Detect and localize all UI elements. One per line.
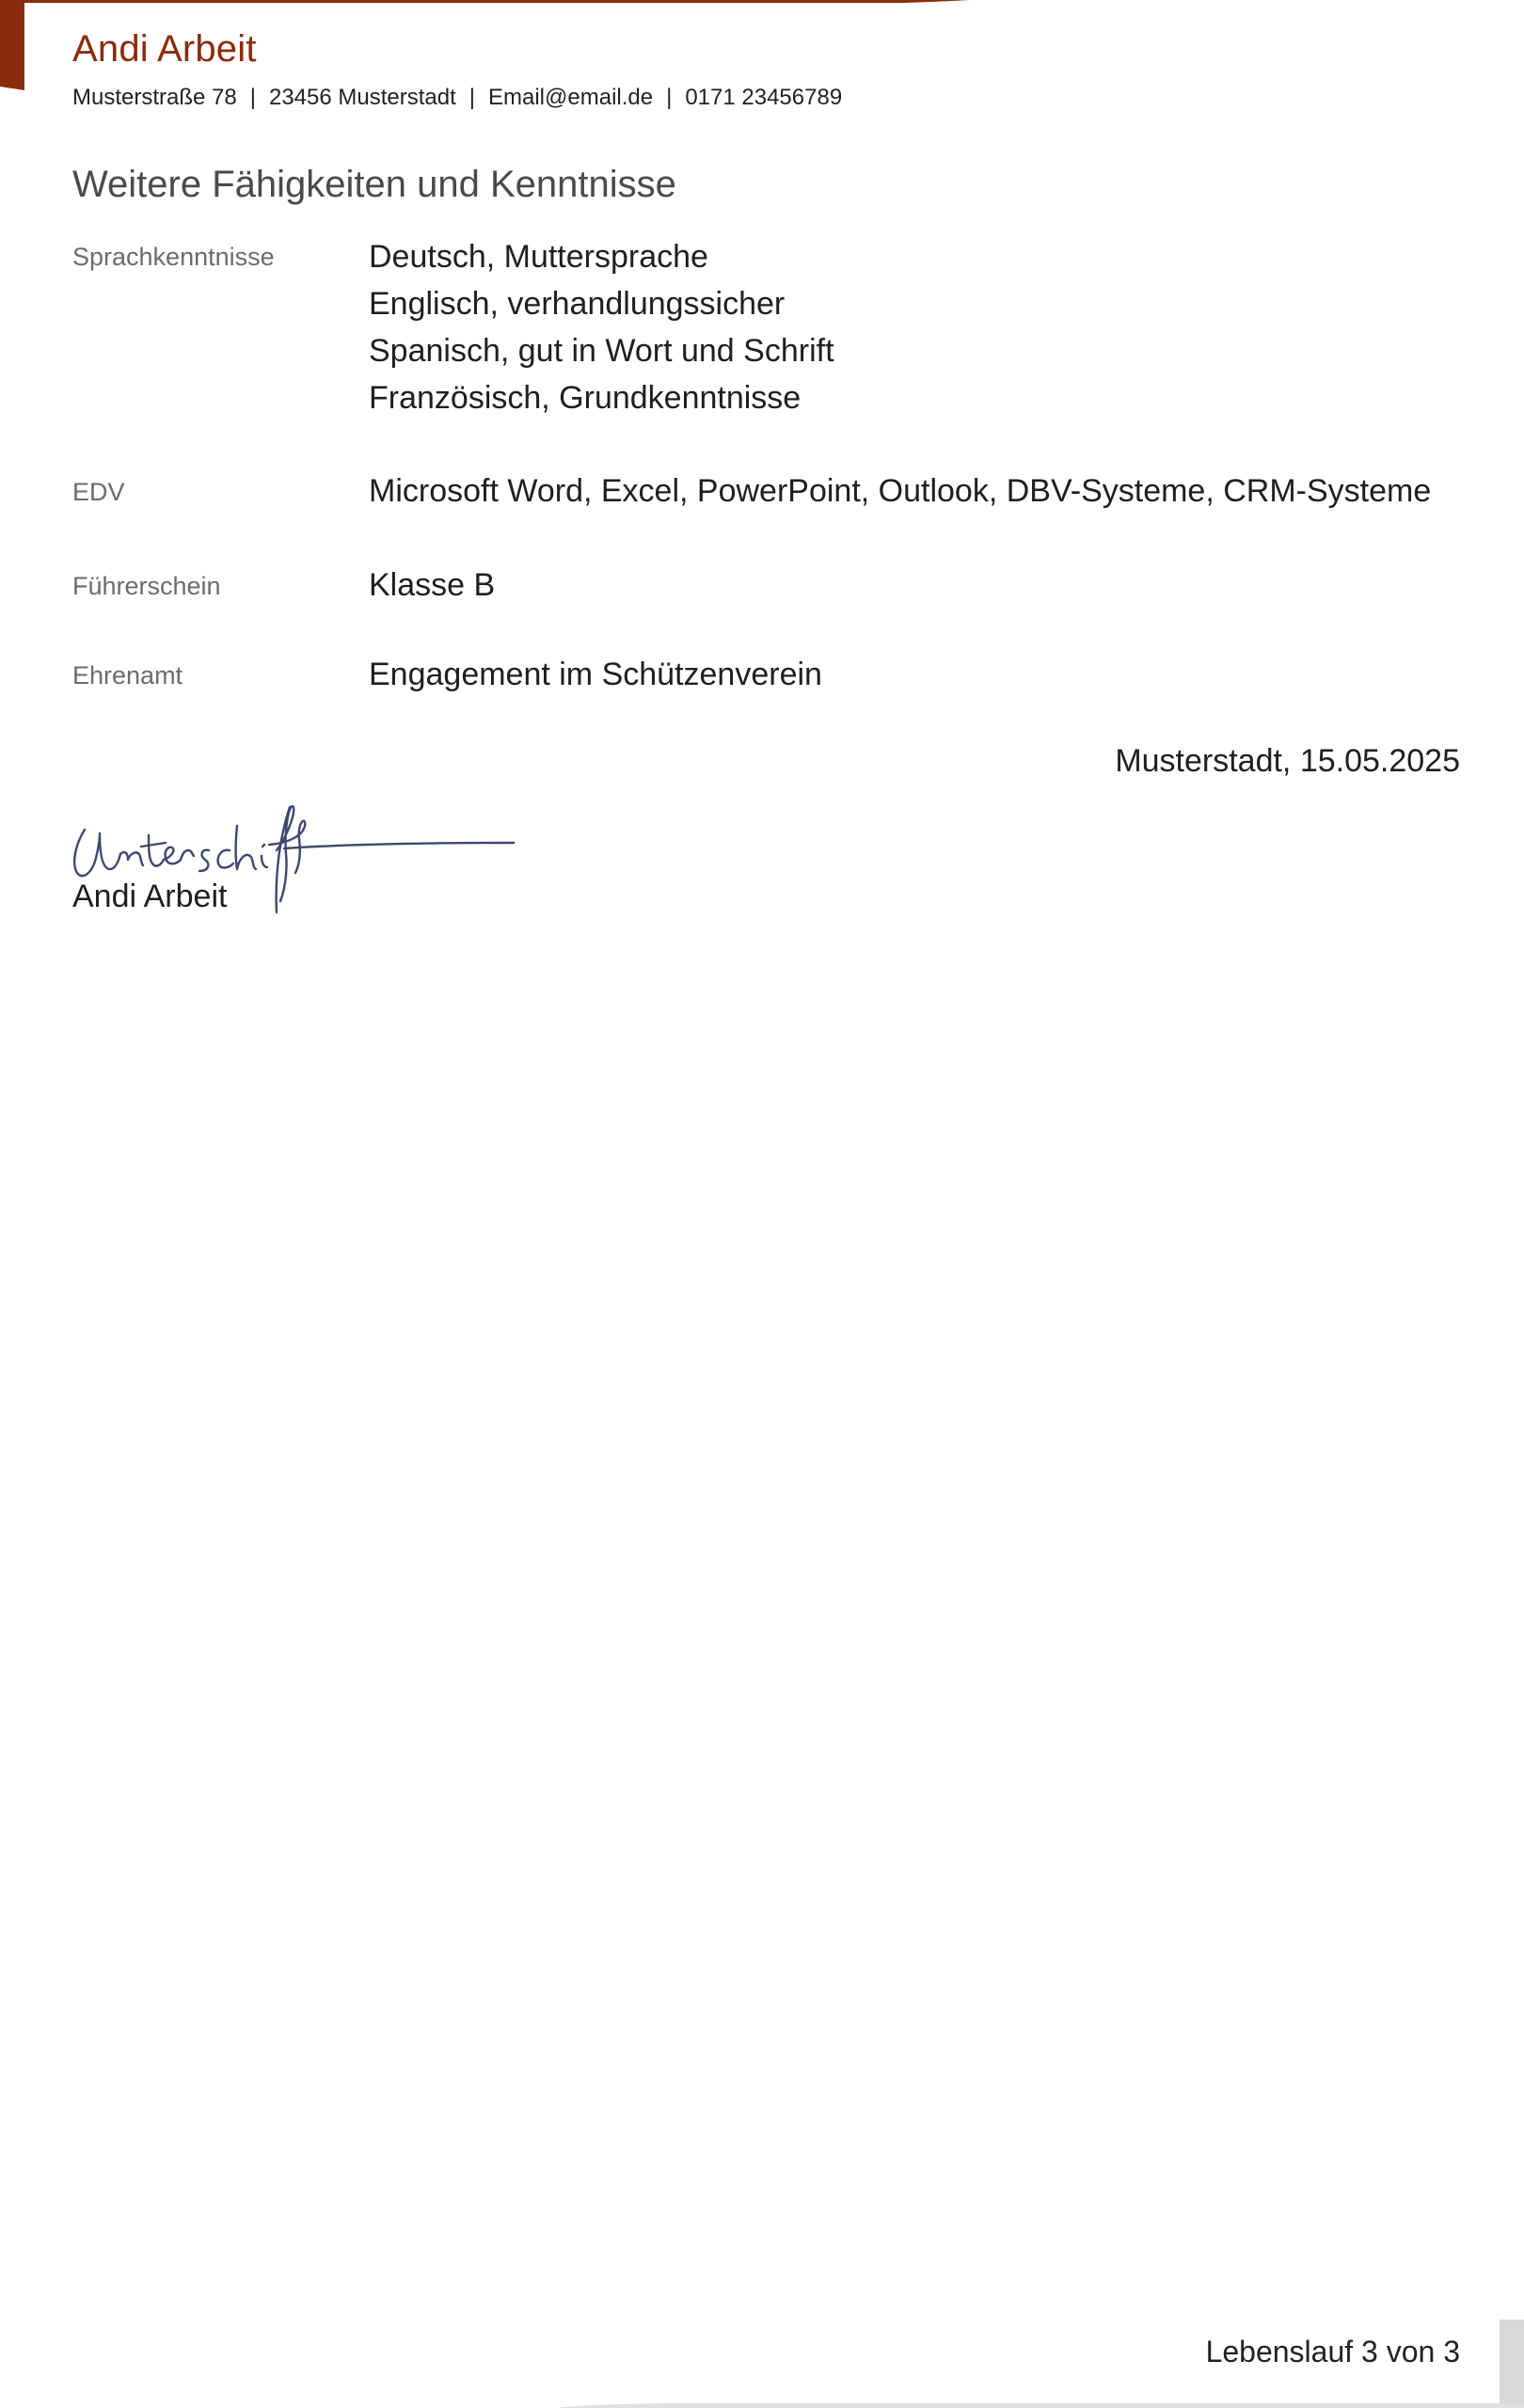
place-date: Musterstadt, 15.05.2025: [1115, 743, 1460, 779]
left-accent-bar: [0, 0, 24, 90]
row-label-languages: Sprachkenntnisse: [72, 243, 275, 271]
language-item: Deutsch, Muttersprache: [369, 239, 708, 275]
row-label-volunteer: Ehrenamt: [72, 661, 183, 689]
contact-separator: |: [666, 85, 673, 110]
row-value-volunteer: [369, 651, 822, 698]
page-counter: Lebenslauf 3 von 3: [1205, 2335, 1460, 2368]
license-item: Klasse B: [369, 567, 496, 603]
row-value-languages: [369, 233, 834, 421]
section-title: Weitere Fähigkeiten und Kenntnisse: [72, 164, 676, 205]
row-value-edv: [369, 467, 1431, 515]
volunteer-item: Engagement im Schützenverein: [369, 657, 822, 692]
signer-name: Andi Arbeit: [72, 879, 228, 914]
contact-city: 23456 Musterstadt: [268, 85, 456, 110]
edv-item: Microsoft Word, Excel, PowerPoint, Outlook, DBV-Systeme, CRM-Systeme: [369, 473, 1432, 509]
row-label-edv: EDV: [72, 478, 125, 506]
contact-street: Musterstraße 78: [72, 85, 237, 110]
row-label-license: Führerschein: [72, 572, 221, 600]
contact-separator: |: [468, 85, 475, 110]
bottom-accent-arc: [555, 2400, 1524, 2408]
footer-accent-bar: [1500, 2320, 1524, 2408]
applicant-name: Andi Arbeit: [72, 28, 257, 70]
row-value-license: [369, 562, 495, 609]
language-item: Französisch, Grundkenntnisse: [369, 380, 802, 416]
contact-line: [72, 85, 842, 111]
contact-phone: 0171 23456789: [685, 85, 843, 110]
contact-email: Email@email.de: [488, 85, 654, 110]
contact-separator: |: [249, 85, 256, 110]
top-accent-arc: [0, 0, 969, 6]
language-item: Englisch, verhandlungssicher: [369, 286, 786, 322]
language-item: Spanisch, gut in Wort und Schrift: [369, 333, 834, 369]
